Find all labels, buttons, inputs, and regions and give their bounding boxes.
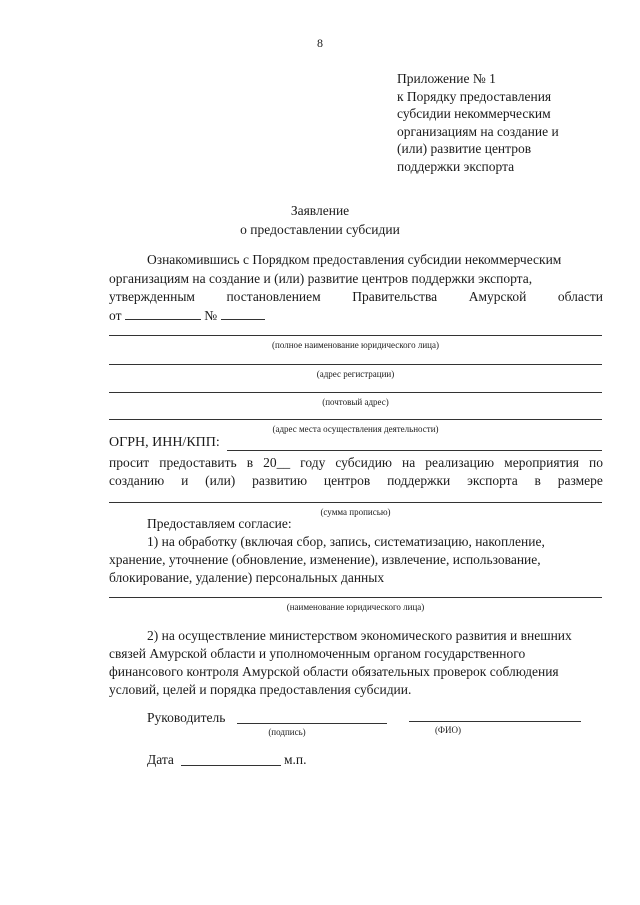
request-word: году	[300, 455, 326, 470]
request-word: мероприятия	[504, 455, 579, 470]
intro-text: организациям на создание и (или) развитие центров поддержки экспорта,	[109, 271, 533, 286]
request-word: размере	[557, 473, 603, 488]
request-word: субсидию	[335, 455, 393, 470]
request-word: созданию	[109, 473, 165, 488]
reg-address-caption: (адрес регистрации)	[316, 369, 395, 379]
page-number: 8	[317, 36, 323, 50]
request-word: на	[402, 455, 416, 470]
fio-caption: (ФИО)	[434, 725, 462, 735]
intro-word: области	[557, 289, 603, 304]
consent-p2-line-4: условий, целей и порядка предоставления субсидии.	[109, 682, 412, 697]
consent-p2-line-1: 2) на осуществление министерством экономического развития и внешних	[147, 628, 572, 643]
document-title: Заявление	[290, 203, 350, 218]
head-label: Руководитель	[147, 710, 226, 725]
request-word: в	[246, 455, 254, 470]
request-word: 20__	[263, 455, 291, 470]
post-address-line[interactable]	[109, 392, 602, 393]
request-word: развитию	[252, 473, 308, 488]
ogrn-label: ОГРН, ИНН/КПП:	[109, 435, 220, 450]
intro-word: Правительства	[352, 289, 438, 304]
request-word: в	[534, 473, 541, 488]
number-label: №	[204, 308, 218, 323]
date-label: Дата	[147, 752, 174, 767]
document-subtitle: о предоставлении субсидии	[240, 222, 400, 237]
request-line-2	[109, 473, 603, 489]
appendix-line: к Порядку предоставления	[397, 88, 552, 104]
intro-text: Ознакомившись с Порядком предоставления субсидии некоммерческим	[147, 252, 562, 267]
intro-word: утвержденным	[109, 289, 195, 304]
consent-heading: Предоставляем согласие:	[147, 516, 292, 531]
intro-word: постановлением	[226, 289, 321, 304]
appendix-line: субсидии некоммерческим	[397, 106, 551, 122]
consent-p2-line-3: финансового контроля Амурской области обязательных проверок соблюдения	[109, 664, 559, 679]
consent-p2-line-2: связей Амурской области и уполномоченным органом государственного	[109, 646, 526, 661]
amount-line[interactable]	[109, 502, 602, 503]
intro-line-3	[109, 289, 603, 305]
org-name-line[interactable]	[109, 597, 602, 598]
org-name-caption: (наименование юридического лица)	[286, 602, 425, 612]
consent-p1-line-3: блокирование, удаление) персональных данных	[109, 570, 385, 585]
appendix-line: Приложение № 1	[397, 71, 496, 86]
date-line[interactable]	[181, 765, 281, 766]
appendix-line: организациям на создание и	[397, 123, 559, 139]
request-word: предоставить	[159, 455, 237, 470]
request-word: поддержки	[387, 473, 451, 488]
post-address-caption: (почтовый адрес)	[322, 397, 389, 407]
date-blank[interactable]	[125, 307, 201, 320]
intro-line-1	[147, 252, 602, 268]
reg-address-line[interactable]	[109, 364, 602, 365]
activity-address-caption: (адрес места осуществления деятельности)	[272, 424, 439, 434]
request-word: и	[181, 473, 189, 488]
number-blank[interactable]	[221, 307, 265, 320]
request-word: по	[588, 455, 603, 470]
request-line-1	[109, 455, 603, 471]
consent-p1-line-1: 1) на обработку (включая сбор, запись, систематизацию, накопление,	[147, 534, 545, 549]
signature-caption: (подпись)	[268, 727, 306, 737]
intro-line-4	[109, 307, 265, 324]
request-word: (или)	[205, 473, 236, 488]
request-word: реализацию	[425, 455, 495, 470]
org-full-name-line[interactable]	[109, 335, 602, 336]
stamp-label: м.п.	[284, 752, 307, 767]
consent-p1-line-2: хранение, уточнение (обновление, изменение), извлечение, использование,	[109, 552, 541, 567]
fio-line[interactable]	[409, 721, 581, 722]
request-word: центров	[323, 473, 371, 488]
activity-address-line[interactable]	[109, 419, 602, 420]
intro-word: Амурской	[468, 289, 527, 304]
ogrn-field-line[interactable]	[227, 450, 602, 451]
intro-line-2	[109, 271, 603, 287]
signature-line[interactable]	[237, 723, 387, 724]
org-full-name-caption: (полное наименование юридического лица)	[272, 340, 439, 350]
from-label: от	[109, 308, 122, 323]
request-word: просит	[109, 455, 150, 470]
appendix-line: поддержки экспорта	[397, 158, 515, 174]
request-word: экспорта	[467, 473, 518, 488]
appendix-line: (или) развитие центров	[397, 141, 532, 157]
appendix-block	[397, 70, 559, 176]
amount-caption: (сумма прописью)	[320, 507, 391, 517]
